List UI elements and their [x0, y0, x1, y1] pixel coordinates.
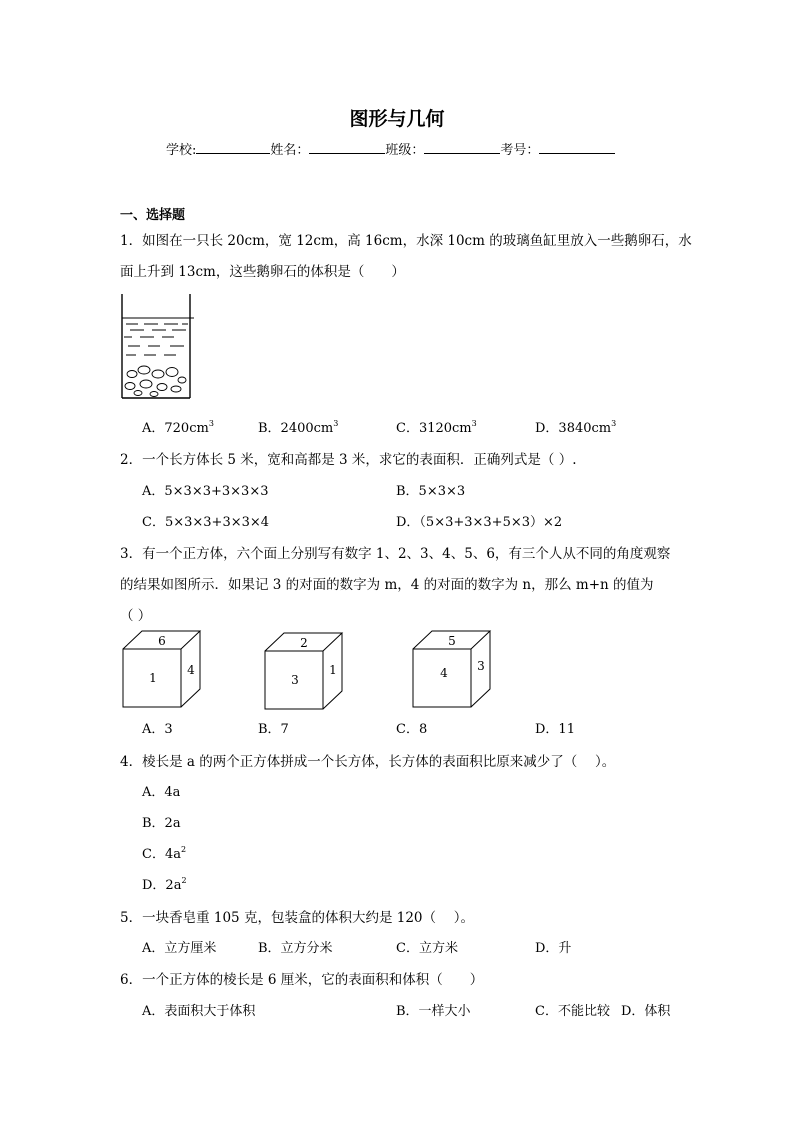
cube-3-front-number: 4 [440, 666, 448, 680]
school-blank[interactable] [196, 140, 270, 154]
q2-option-b[interactable]: B．5×3×3 [396, 484, 466, 499]
question-1-line-2: 面上升到 13cm，这些鹅卵石的体积是（ ） [120, 264, 405, 280]
question-1-line-1: 1．如图在一只长 20cm，宽 12cm，高 16cm，水深 10cm 的玻璃鱼缸里放入一些鹅卵石，水 [120, 233, 692, 249]
cube-view-1 [122, 630, 204, 710]
question-3-line-3: （ ） [120, 608, 152, 624]
q4-option-a[interactable]: A．4a [142, 785, 181, 800]
name-blank[interactable] [309, 140, 385, 154]
cube-3-side-number: 3 [477, 659, 485, 673]
q3-option-a[interactable]: A．3 [142, 722, 173, 737]
cube-3-top-number: 5 [448, 634, 456, 648]
cube-view-3 [412, 630, 494, 710]
q3-option-c[interactable]: C．8 [396, 722, 428, 737]
q3-option-b[interactable]: B．7 [258, 722, 289, 737]
question-3-line-1: 3．有一个正方体，六个面上分别写有数字 1、2、3、4、5、6，有三个人从不同的角度观察 [120, 546, 671, 562]
q3-option-d[interactable]: D．11 [535, 722, 575, 737]
question-5-text: 5．一块香皂重 105 克，包装盒的体积大约是 120（ ）。 [120, 910, 475, 926]
student-info-line [166, 139, 615, 158]
cube-1-front-number: 1 [149, 671, 157, 685]
page-title: 图形与几何 [349, 108, 445, 130]
class-label: 班级： [385, 143, 425, 158]
cube-2-front-number: 3 [291, 673, 299, 687]
cube-2-top-number: 2 [300, 636, 308, 650]
question-2-text: 2．一个长方体长 5 米，宽和高都是 3 米，求它的表面积．正确列式是（ ）. [120, 452, 577, 468]
q1-option-c[interactable]: C．$3120cm^3$ [396, 419, 477, 436]
q5-option-c[interactable]: C．立方米 [396, 941, 458, 956]
q6-option-d[interactable]: D．体积 [621, 1004, 671, 1019]
cube-1-top-number: 6 [158, 634, 166, 648]
q2-option-c[interactable]: C．5×3×3+3×3×4 [142, 515, 270, 530]
q1-option-b[interactable]: B．$2400cm^3$ [258, 419, 339, 436]
q4-option-b[interactable]: B．2a [142, 816, 181, 831]
q2-option-a[interactable]: A．5×3×3+3×3×3 [142, 484, 269, 499]
school-label: 学校: [166, 143, 197, 158]
q2-option-d[interactable]: D．（5×3+3×3+5×3）×2 [396, 515, 563, 530]
cube-view-2 [264, 632, 346, 712]
name-label: 姓名： [270, 143, 310, 158]
q1-option-a[interactable]: A．$720cm^3$ [142, 419, 214, 436]
cube-2-side-number: 1 [329, 663, 337, 677]
q4-option-c[interactable]: C．$4a^2$ [142, 845, 187, 862]
q6-option-b[interactable]: B．一样大小 [396, 1004, 471, 1019]
section-heading: 一、选择题 [120, 208, 186, 223]
class-blank[interactable] [424, 140, 500, 154]
fish-tank-figure [118, 292, 198, 402]
question-4-text: 4．棱长是 a 的两个正方体拼成一个长方体，长方体的表面积比原来减少了（ ）。 [120, 754, 616, 770]
exam-number-blank[interactable] [539, 140, 615, 154]
q6-option-a[interactable]: A．表面积大于体积 [142, 1004, 256, 1019]
exam-number-label: 考号： [500, 143, 540, 158]
q6-option-c[interactable]: C．不能比较 [535, 1004, 610, 1019]
q5-option-d[interactable]: D．升 [535, 941, 572, 956]
cube-1-side-number: 4 [187, 663, 195, 677]
question-6-text: 6．一个正方体的棱长是 6 厘米，它的表面积和体积（ ） [120, 972, 484, 988]
q5-option-a[interactable]: A．立方厘米 [142, 941, 217, 956]
q1-option-d[interactable]: D．$3840cm^3$ [535, 419, 617, 436]
q4-option-d[interactable]: D．$2a^2$ [142, 876, 187, 893]
q5-option-b[interactable]: B．立方分米 [258, 941, 333, 956]
question-3-line-2: 的结果如图所示．如果记 3 的对面的数字为 m，4 的对面的数字为 n，那么 m+n 的值为 [120, 577, 654, 593]
